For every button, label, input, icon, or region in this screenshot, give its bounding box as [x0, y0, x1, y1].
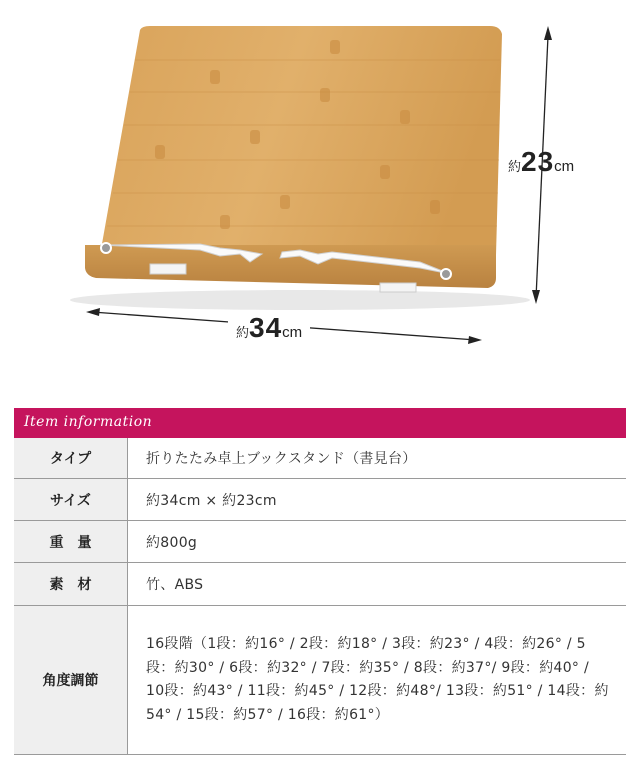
book-stand-image — [0, 0, 640, 380]
table-row — [14, 521, 626, 563]
spec-value-size: 約34cm × 約23cm — [128, 479, 627, 521]
height-dimension-label — [508, 146, 574, 178]
spec-value-weight: 約800g — [128, 521, 627, 563]
spec-label-size: サイズ — [14, 479, 128, 521]
spec-value-angle: 16段階（1段：約16° / 2段：約18° / 3段：約23° / 4段：約26° / 5段：約30° / 6段：約32° / 7段：約35° / 8段：約37°/ 9段：約40° / 10段：約43° / 11段：約45° / 12段：約48°/ 13段：約51° / 14段：約54° / 15段：約57° / 16段：約61°） — [128, 606, 627, 755]
spec-value-type: 折りたたみ卓上ブックスタンド（書見台） — [128, 438, 627, 479]
table-row — [14, 479, 626, 521]
width-dimension-label — [228, 312, 310, 344]
height-value: 23 — [521, 146, 555, 177]
width-value: 34 — [249, 312, 283, 343]
height-prefix: 約 — [508, 159, 522, 174]
spec-label-material: 素 材 — [14, 563, 128, 606]
table-row — [14, 438, 626, 479]
spec-label-angle: 角度調節 — [14, 606, 128, 755]
spec-table — [14, 438, 626, 755]
spec-label-type: タイプ — [14, 438, 128, 479]
table-row — [14, 563, 626, 606]
width-prefix: 約 — [236, 325, 250, 340]
spec-label-weight: 重 量 — [14, 521, 128, 563]
height-unit: cm — [554, 158, 575, 175]
width-unit: cm — [282, 324, 303, 341]
table-row — [14, 606, 626, 755]
spec-value-material: 竹、ABS — [128, 563, 627, 606]
item-information-header — [14, 408, 626, 438]
item-information-title: Item information — [24, 414, 153, 430]
